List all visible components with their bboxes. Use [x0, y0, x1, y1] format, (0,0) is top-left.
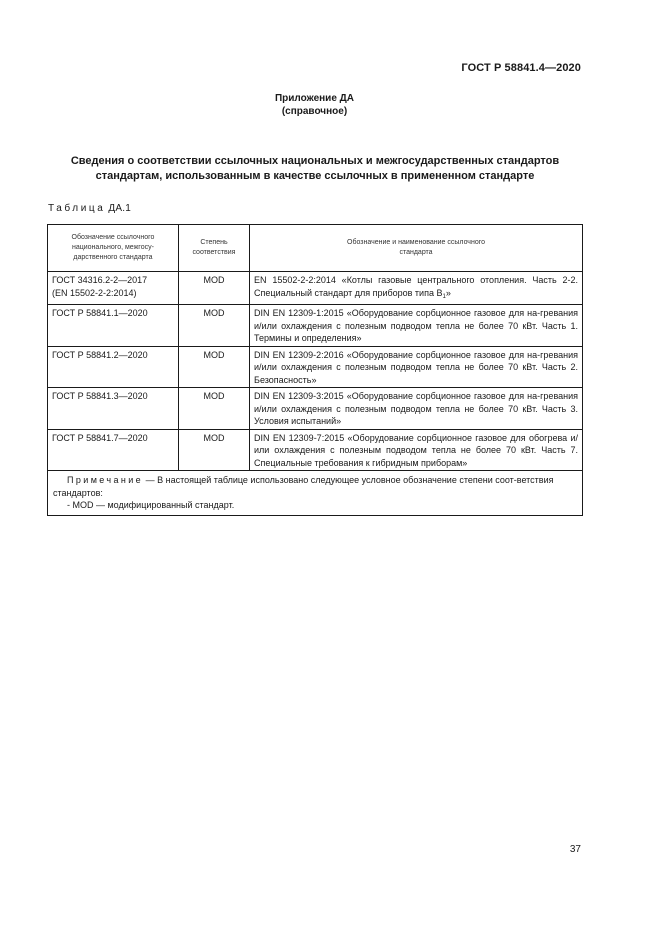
- section-heading: [48, 154, 582, 184]
- name-end: »: [445, 287, 451, 298]
- header-degree-line: Степень: [200, 239, 228, 246]
- note-item: - MOD — модифицированный стандарт.: [67, 500, 235, 510]
- cell-name: DIN EN 12309-1:2015 «Оборудование сорбционное газовое для на-гревания и/или охлаждения с полезным подводом тепла не более 70 кВт. Часть 1. Термины и определения»: [250, 305, 583, 347]
- heading-line-1: Сведения о соответствии ссылочных национальных и межгосударственных стандартов: [70, 155, 560, 167]
- cell-standard: [48, 346, 179, 388]
- cell-name: [250, 272, 583, 305]
- page-number: 37: [569, 844, 581, 855]
- standard-code: ГОСТ Р 58841.7—2020: [52, 432, 148, 443]
- name-text: EN 15502-2-2:2014 «Котлы газовые центрального отопления. Часть 2-2. Специальный стандарт для приборов типа B: [254, 275, 578, 298]
- header-standard: [48, 225, 179, 272]
- cell-name: DIN EN 12309-7:2015 «Оборудование сорбционное газовое для обогрева и/или охлаждения с полезным подводом тепла не более 70 кВт. Часть 7. Специальные требования к гибридным приборам»: [250, 429, 583, 471]
- table-row: [48, 388, 583, 430]
- note-text: — В настоящей таблице использовано следующее условное обозначение степени соот-ветствия стандартов:: [53, 475, 554, 498]
- standard-code: ГОСТ Р 58841.1—2020: [52, 308, 148, 318]
- header-degree: [178, 225, 249, 272]
- heading-line-2: стандартам, использованным в качестве ссылочных в примененном стандарте: [95, 170, 535, 182]
- table-note: [48, 471, 583, 516]
- note-label: Примечание: [67, 475, 144, 485]
- document-code: ГОСТ Р 58841.4—2020: [461, 62, 581, 74]
- header-standard-line: дарственного стандарта: [73, 254, 153, 261]
- table-row: [48, 429, 583, 471]
- table-row: [48, 305, 583, 347]
- table-row: [48, 346, 583, 388]
- cell-degree: MOD: [178, 272, 249, 305]
- table-row: [48, 272, 583, 305]
- header-standard-line: национального, межгосу-: [71, 244, 154, 251]
- cell-degree: MOD: [178, 305, 249, 347]
- appendix-title: Приложение ДА: [274, 93, 355, 104]
- standard-code: ГОСТ Р 58841.3—2020: [52, 391, 148, 401]
- header-name-line: стандарта: [399, 249, 433, 256]
- standard-code-alt: (EN 15502-2-2:2014): [52, 287, 137, 298]
- cell-standard: [48, 388, 179, 430]
- table-caption: [48, 203, 131, 214]
- standard-code: ГОСТ Р 58841.2—2020: [52, 349, 148, 360]
- appendix-block: [0, 92, 629, 118]
- standards-table: [47, 224, 583, 516]
- cell-standard: [48, 305, 179, 347]
- cell-degree: MOD: [178, 346, 249, 388]
- name-subscript: 1: [442, 293, 446, 300]
- appendix-subtitle: (справочное): [281, 106, 348, 117]
- header-name-line: Обозначение и наименование ссылочного: [347, 239, 486, 246]
- table-note-row: [48, 471, 583, 516]
- cell-degree: MOD: [178, 388, 249, 430]
- header-name: [250, 225, 583, 272]
- table-header-row: [48, 225, 583, 272]
- standard-code: ГОСТ 34316.2-2—2017: [52, 275, 148, 285]
- table-caption-id: ДА.1: [108, 203, 131, 214]
- header-degree-line: соответствия: [192, 249, 236, 256]
- cell-standard: [48, 272, 179, 305]
- cell-name: DIN EN 12309-2:2016 «Оборудование сорбционное газовое для на-гревания и/или охлаждения с полезным подводом тепла не более 70 кВт. Часть 2. Безопасность»: [250, 346, 583, 388]
- table-caption-word: Таблица: [48, 203, 106, 214]
- cell-degree: MOD: [178, 429, 249, 471]
- cell-standard: [48, 429, 179, 471]
- header-standard-line: Обозначение ссылочного: [71, 234, 155, 241]
- cell-name: DIN EN 12309-3:2015 «Оборудование сорбционное газовое для на-гревания и/или охлаждения с полезным подводом тепла не более 70 кВт. Часть 3. Условия испытаний»: [250, 388, 583, 430]
